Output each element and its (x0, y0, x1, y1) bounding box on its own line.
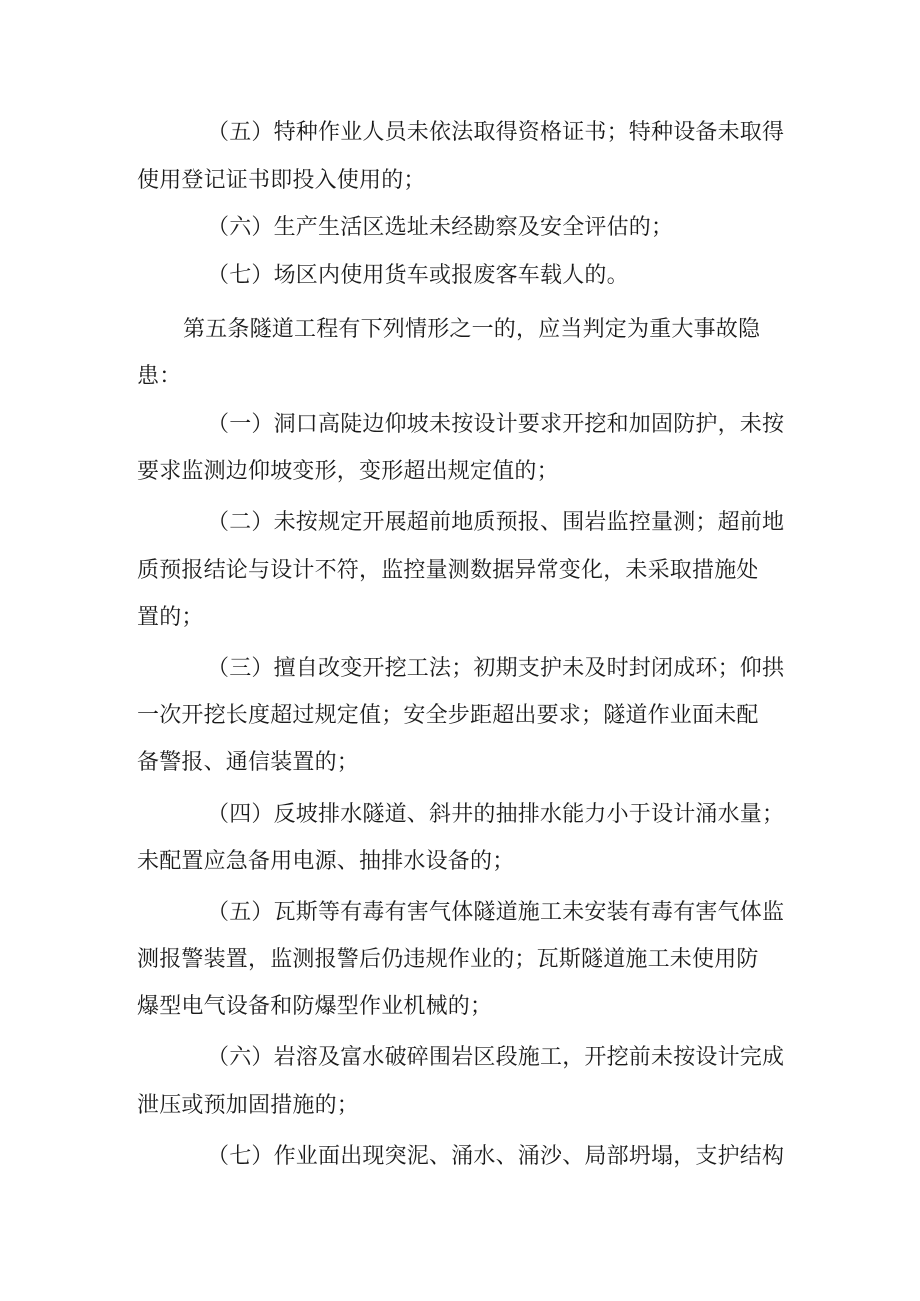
text-line: （七）场区内使用货车或报废客车载人的。 (207, 263, 629, 288)
text-line: 要求监测边仰坡变形，变形超出规定值的； (137, 459, 559, 484)
text-line: 置的； (137, 605, 204, 630)
text-line: （一）洞口高陡边仰坡未按设计要求开挖和加固防护，未按 (207, 412, 785, 437)
text-line: 质预报结论与设计不符，监控量测数据异常变化，未采取措施处 (137, 558, 759, 583)
text-line: （三）擅自改变开挖工法；初期支护未及时封闭成环；仰拱 (207, 656, 785, 681)
text-line: （五）特种作业人员未依法取得资格证书；特种设备未取得 (207, 120, 785, 145)
text-line: 使用登记证书即投入使用的； (137, 168, 426, 193)
text-line: 测报警装置，监测报警后仍违规作业的；瓦斯隧道施工未使用防 (137, 947, 759, 972)
text-line: （七）作业面出现突泥、涌水、涌沙、局部坍塌，支护结构 (207, 1144, 785, 1169)
text-line: 爆型电气设备和防爆型作业机械的； (137, 994, 493, 1019)
text-line: （二）未按规定开展超前地质预报、围岩监控量测；超前地 (207, 510, 785, 535)
text-line: （四）反坡排水隧道、斜井的抽排水能力小于设计涌水量； (207, 802, 785, 827)
text-line: （六）生产生活区选址未经勘察及安全评估的； (207, 215, 674, 240)
text-line: （五）瓦斯等有毒有害气体隧道施工未安装有毒有害气体监 (207, 900, 785, 925)
section-heading-line: 第五条隧道工程有下列情形之一的，应当判定为重大事故隐 (183, 317, 761, 342)
text-line: （六）岩溶及富水破碎围岩区段施工，开挖前未按设计完成 (207, 1045, 785, 1070)
text-line: 未配置应急备用电源、抽排水设备的； (137, 849, 515, 874)
text-line: 患： (137, 364, 182, 389)
text-line: 备警报、通信装置的； (137, 750, 360, 775)
text-line: 一次开挖长度超过规定值；安全步距超出要求；隧道作业面未配 (137, 703, 759, 728)
text-line: 泄压或预加固措施的； (137, 1093, 360, 1118)
